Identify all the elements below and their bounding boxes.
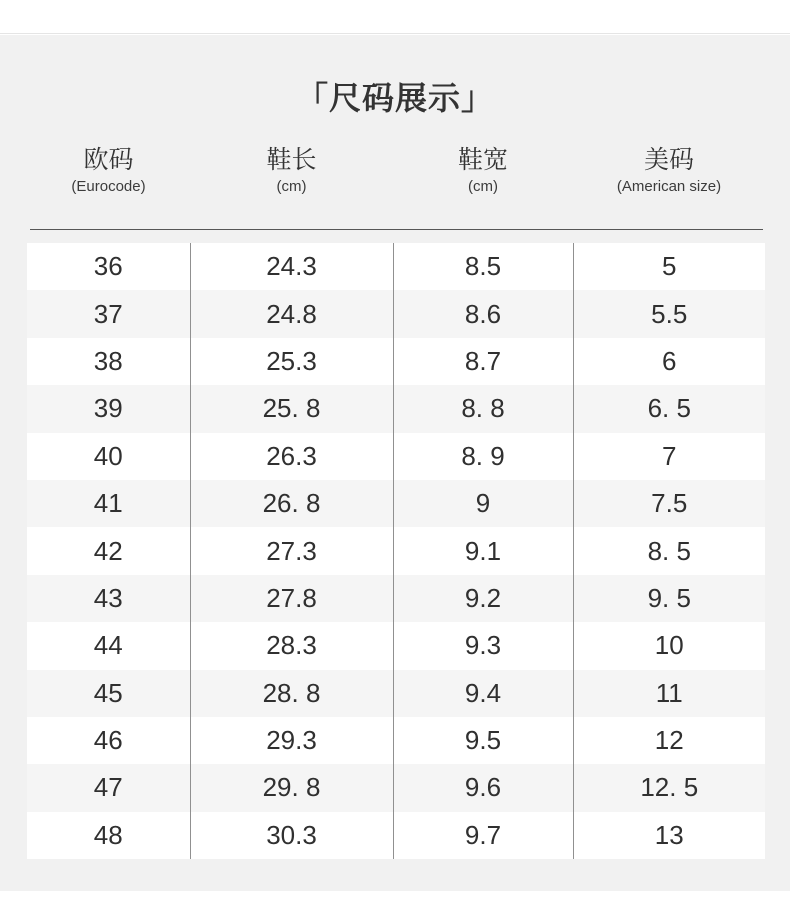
header-shoe-length-sub: (cm) [276, 178, 307, 195]
header-shoe-width [393, 143, 573, 197]
table-cell: 28. 8 [190, 670, 393, 717]
header-shoe-width-label: 鞋宽 [457, 146, 508, 174]
table-cell: 7.5 [573, 480, 765, 527]
table-row [27, 338, 765, 385]
top-white-strip [0, 0, 790, 34]
table-cell: 9.4 [393, 670, 573, 717]
table-cell: 26.3 [190, 433, 393, 480]
table-cell: 11 [573, 670, 765, 717]
table-cell: 8. 5 [573, 527, 765, 574]
table-row [27, 433, 765, 480]
table-cell: 5 [573, 243, 765, 290]
table-row [27, 290, 765, 337]
table-cell: 9.5 [393, 717, 573, 764]
table-cell: 24.8 [190, 290, 393, 337]
table-cell: 8. 9 [393, 433, 573, 480]
table-cell: 38 [27, 338, 190, 385]
table-cell: 39 [27, 385, 190, 432]
table-cell: 45 [27, 670, 190, 717]
table-cell: 12. 5 [573, 764, 765, 811]
header-shoe-width-sub: (cm) [468, 178, 498, 195]
table-cell: 40 [27, 433, 190, 480]
header-rule-divider [30, 229, 763, 230]
table-cell: 5.5 [573, 290, 765, 337]
table-cell: 9.7 [393, 812, 573, 859]
bottom-white-strip [0, 891, 790, 917]
header-american-size-label: 美码 [643, 146, 694, 174]
table-row [27, 575, 765, 622]
table-cell: 7 [573, 433, 765, 480]
table-cell: 25. 8 [190, 385, 393, 432]
table-row [27, 243, 765, 290]
table-cell: 12 [573, 717, 765, 764]
table-row [27, 812, 765, 859]
table-cell: 36 [27, 243, 190, 290]
table-row [27, 527, 765, 574]
header-eurocode [27, 143, 190, 197]
table-cell: 24.3 [190, 243, 393, 290]
table-cell: 6. 5 [573, 385, 765, 432]
table-cell: 43 [27, 575, 190, 622]
table-cell: 29. 8 [190, 764, 393, 811]
table-row [27, 764, 765, 811]
table-cell: 8.7 [393, 338, 573, 385]
header-american-size-sub: (American size) [616, 178, 722, 195]
header-shoe-length [190, 143, 393, 197]
table-row [27, 385, 765, 432]
table-cell: 46 [27, 717, 190, 764]
table-row [27, 622, 765, 669]
table-cell: 8.6 [393, 290, 573, 337]
table-cell: 27.8 [190, 575, 393, 622]
table-cell: 8. 8 [393, 385, 573, 432]
header-american-size [573, 143, 765, 197]
table-cell: 37 [27, 290, 190, 337]
table-row [27, 717, 765, 764]
table-cell: 9. 5 [573, 575, 765, 622]
table-cell: 41 [27, 480, 190, 527]
table-cell: 9.2 [393, 575, 573, 622]
table-cell: 30.3 [190, 812, 393, 859]
table-cell: 27.3 [190, 527, 393, 574]
table-header-row [27, 143, 765, 197]
page-title: 「尺码展示」 [295, 80, 494, 116]
header-eurocode-label: 欧码 [83, 146, 134, 174]
table-cell: 29.3 [190, 717, 393, 764]
table-cell: 47 [27, 764, 190, 811]
table-row [27, 480, 765, 527]
size-table-body [27, 243, 765, 859]
header-eurocode-sub: (Eurocode) [71, 178, 146, 195]
header-shoe-length-label: 鞋长 [266, 146, 317, 174]
table-cell: 42 [27, 527, 190, 574]
table-cell: 9.6 [393, 764, 573, 811]
table-cell: 9.3 [393, 622, 573, 669]
table-cell: 9 [393, 480, 573, 527]
table-cell: 48 [27, 812, 190, 859]
table-cell: 6 [573, 338, 765, 385]
table-row [27, 670, 765, 717]
table-cell: 13 [573, 812, 765, 859]
table-cell: 28.3 [190, 622, 393, 669]
table-cell: 8.5 [393, 243, 573, 290]
table-cell: 10 [573, 622, 765, 669]
size-chart-section [0, 35, 790, 891]
size-table [27, 243, 765, 859]
table-cell: 25.3 [190, 338, 393, 385]
table-cell: 9.1 [393, 527, 573, 574]
table-cell: 26. 8 [190, 480, 393, 527]
table-cell: 44 [27, 622, 190, 669]
